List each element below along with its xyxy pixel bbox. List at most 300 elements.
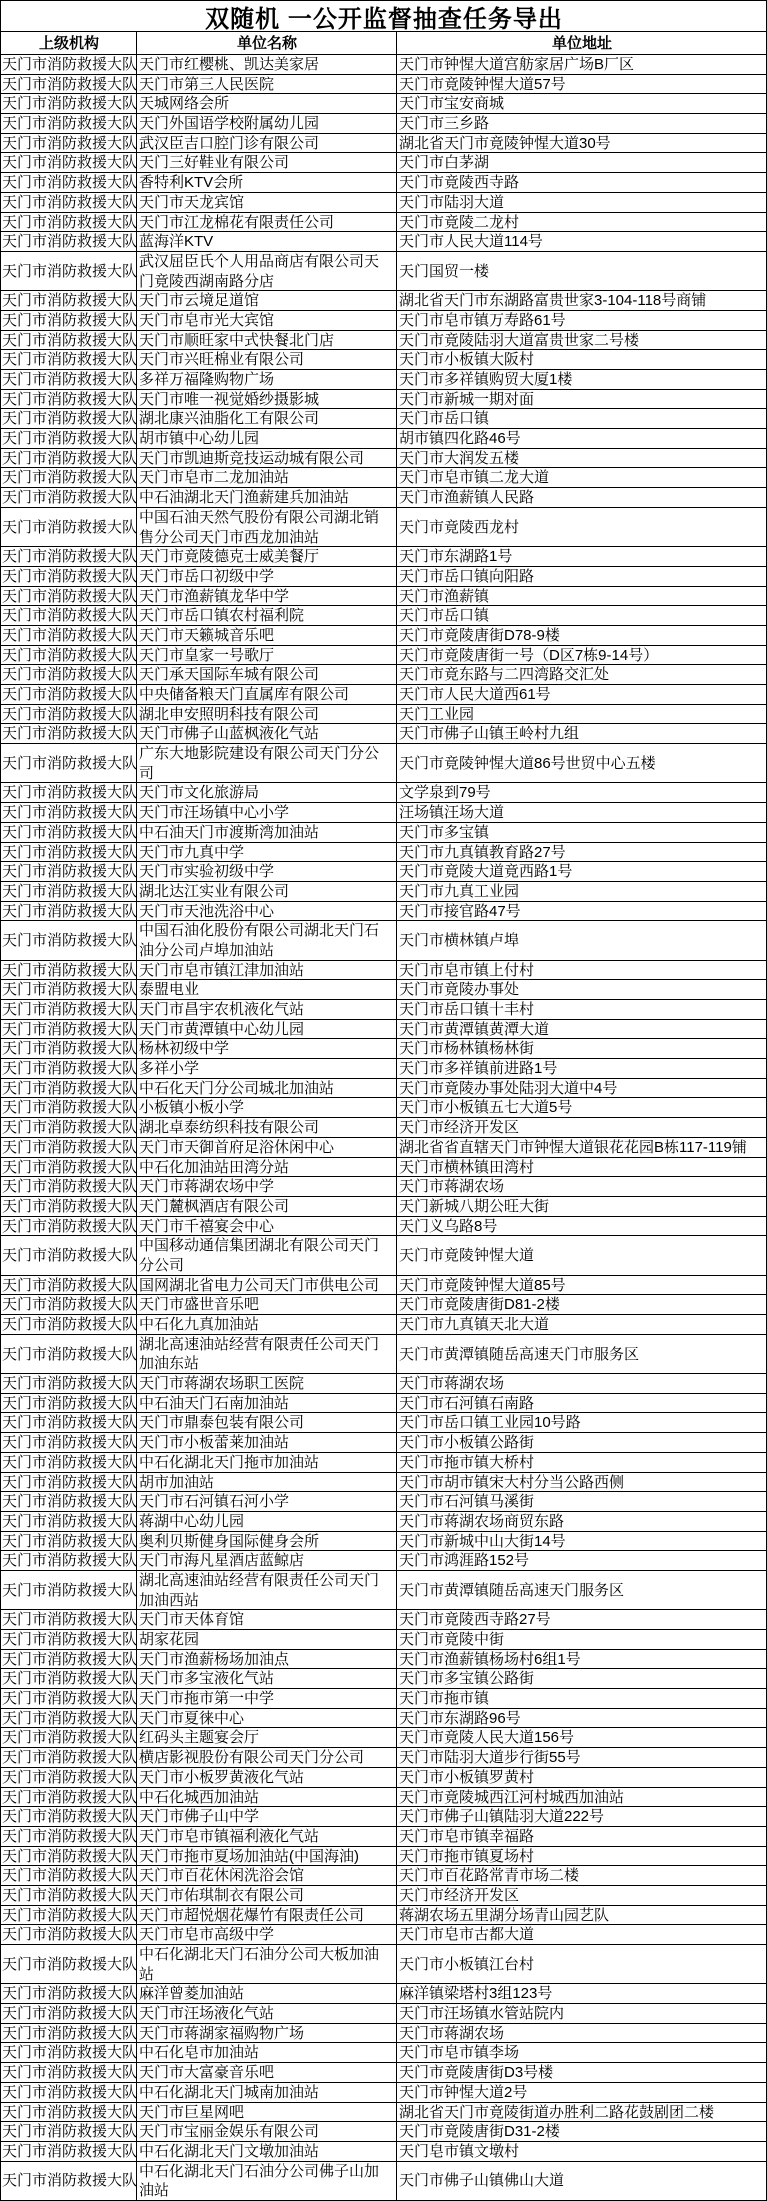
unit-address-cell [397,508,767,547]
org-text: 天门市消防救援大队 [2,1099,137,1117]
table-row [1,1039,767,1059]
unit-address-cell [397,1610,767,1630]
org-cell [1,1079,137,1099]
unit-name-cell [137,1551,397,1571]
table-row [1,1315,767,1335]
org-cell [1,685,137,705]
unit-address-cell [397,1059,767,1079]
table-row [1,1000,767,1020]
unit-address-text: 天门市白茅湖 [399,154,490,172]
unit-address-cell [397,252,767,291]
unit-name-cell [137,843,397,863]
unit-name-text: 杨林初级中学 [139,1040,230,1058]
unit-name-cell [137,724,397,744]
unit-address-text: 天门市竟陵唐街D78-9楼 [399,626,560,644]
org-cell [1,429,137,449]
unit-address-text: 天门市经济开发区 [399,1119,520,1137]
org-cell [1,1158,137,1178]
unit-address-cell [397,1571,767,1610]
table-row [1,1512,767,1532]
org-text: 天门市消防救援大队 [2,1276,137,1294]
table-row [1,1748,767,1768]
table-row [1,803,767,823]
unit-address-cell [397,55,767,75]
org-text: 天门市消防救援大队 [2,1709,137,1727]
org-text: 天门市消防救援大队 [2,1768,137,1786]
table-row [1,1945,767,1984]
org-text: 天门市消防救援大队 [2,1197,137,1215]
org-text: 天门市消防救援大队 [2,115,137,133]
unit-name-cell [137,55,397,75]
unit-name-cell [137,1059,397,1079]
unit-name-cell [137,153,397,173]
org-text: 天门市消防救援大队 [2,1581,137,1599]
org-text: 天门市消防救援大队 [2,311,137,329]
unit-address-text: 天门市渔薪镇 [399,587,490,605]
org-text: 天门市消防救援大队 [2,1178,137,1196]
unit-address-cell [397,705,767,725]
unit-address-cell [397,1039,767,1059]
unit-name-text: 天门外国语学校附属幼儿园 [139,115,320,133]
unit-name-text: 天门市皇家一号歌厅 [139,646,275,664]
unit-address-text: 天门市竟陵陆羽大道富贵世家二号楼 [399,331,640,349]
unit-name-cell [137,1197,397,1217]
unit-name-cell [137,350,397,370]
unit-name-text: 天门市皂市二龙加油站 [139,469,290,487]
table-row [1,350,767,370]
org-cell [1,882,137,902]
unit-address-text: 天门市竟陵城西江河村城西加油站 [399,1788,625,1806]
org-cell [1,1433,137,1453]
org-text: 天门市消防救援大队 [2,2103,137,2121]
unit-name-text: 湖北卓泰纺织科技有限公司 [139,1119,320,1137]
org-text: 天门市消防救援大队 [2,1040,137,1058]
org-text: 天门市消防救援大队 [2,351,137,369]
unit-name-text: 天门市岳口初级中学 [139,567,275,585]
org-cell [1,1197,137,1217]
org-cell [1,1827,137,1847]
unit-address-cell [397,1945,767,1984]
unit-address-cell [397,1984,767,2004]
unit-name-text: 中石化皂市加油站 [139,2044,260,2062]
unit-name-cell [137,1512,397,1532]
table-row [1,1138,767,1158]
org-text: 天门市消防救援大队 [2,902,137,920]
unit-address-text: 天门市渔薪镇人民路 [399,489,535,507]
unit-address-cell [397,1925,767,1945]
org-cell [1,75,137,95]
unit-name-cell [137,2162,397,2201]
unit-address-cell [397,1768,767,1788]
unit-address-cell [397,1079,767,1099]
unit-name-cell [137,2063,397,2083]
unit-name-cell [137,370,397,390]
table-header-row [1,32,767,55]
unit-address-text: 天门市九真镇天北大道 [399,1316,550,1333]
org-text: 天门市消防救援大队 [2,804,137,822]
org-text: 天门市消防救援大队 [2,1788,137,1806]
unit-name-cell [137,1138,397,1158]
unit-address-cell [397,2004,767,2024]
unit-name-cell [137,2004,397,2024]
table-row [1,1433,767,1453]
org-cell [1,961,137,981]
unit-address-cell [397,1394,767,1414]
unit-name-cell [137,1945,397,1984]
unit-address-text: 天门市拖市镇大桥村 [399,1453,535,1471]
unit-address-cell [397,488,767,508]
unit-address-text: 天门市陆羽大道 [399,193,505,211]
unit-address-text: 天门市竟陵唐街D3号楼 [399,2064,554,2082]
table-row [1,1197,767,1217]
unit-name-text: 天门市第三人民医院 [139,75,275,93]
org-text: 天门市消防救援大队 [2,390,137,408]
unit-address-cell [397,1532,767,1552]
unit-name-cell [137,2024,397,2044]
unit-name-text: 中央储备粮天门直属库有限公司 [139,686,350,703]
org-cell [1,94,137,114]
unit-address-text: 天门市接官路47号 [399,902,521,920]
org-cell [1,1394,137,1414]
table-row [1,429,767,449]
org-cell [1,153,137,173]
unit-name-cell [137,744,397,783]
org-text: 天门市消防救援大队 [2,754,137,772]
unit-address-text: 天门市杨林镇杨林街 [399,1040,535,1058]
table-row [1,488,767,508]
unit-address-text: 天门市皂市镇幸福路 [399,1827,535,1845]
unit-address-text: 天门市竟陵钟惺大道86号世贸中心五楼 [399,754,656,772]
org-text: 天门市消防救援大队 [2,469,137,487]
unit-name-text: 天门市宝丽金娱乐有限公司 [139,2123,320,2141]
unit-name-text: 天门市渔薪镇龙华中学 [139,587,290,605]
unit-name-text: 天门市佛子山中学 [139,1808,260,1826]
unit-name-text: 中石化湖北天门石油分公司大板加油站 [139,1946,380,1983]
unit-address-text: 天门市佛子山镇佛山大道 [399,2172,565,2190]
unit-name-text: 天门市盛世音乐吧 [139,1296,260,1314]
column-header-address [397,32,767,55]
unit-address-text: 天门市竟陵唐街D31-2楼 [399,2123,560,2141]
unit-name-text: 香特利KTV会所 [139,174,244,192]
unit-name-cell [137,567,397,587]
org-text: 天门市消防救援大队 [2,1217,137,1235]
unit-name-text: 天门市超悦烟花爆竹有限责任公司 [139,1906,365,1924]
org-cell [1,1551,137,1571]
unit-name-cell [137,1315,397,1335]
org-text: 天门市消防救援大队 [2,193,137,211]
unit-address-cell [397,1512,767,1532]
org-text: 天门市消防救援大队 [2,134,137,152]
table-row [1,291,767,311]
unit-name-text: 中石化湖北天门城南加油站 [139,2083,320,2101]
unit-address-text: 天门市人民大道114号 [399,233,543,251]
table-row [1,1059,767,1079]
org-text: 天门市消防救援大队 [2,518,137,536]
unit-address-cell [397,2063,767,2083]
table-row [1,783,767,803]
unit-address-text: 天门市岳口镇 [399,607,490,625]
unit-name-cell [137,1866,397,1886]
unit-name-text: 天门市竟陵德克士威美餐厅 [139,548,320,566]
org-cell [1,1768,137,1788]
table-row [1,1473,767,1493]
unit-name-cell [137,449,397,469]
table-row [1,232,767,252]
unit-address-cell [397,1335,767,1374]
unit-name-cell [137,1689,397,1709]
unit-name-cell [137,331,397,351]
unit-address-text: 天门市竟陵西龙村 [399,518,520,536]
table-row [1,2142,767,2162]
unit-name-text: 中石化加油站田湾分站 [139,1158,290,1176]
table-row [1,1335,767,1374]
unit-address-cell [397,1709,767,1729]
unit-name-text: 湖北高速油站经营有限责任公司天门加油西站 [139,1571,380,1609]
table-row [1,1886,767,1906]
unit-name-text: 天门市蒋湖农场职工医院 [139,1375,305,1393]
unit-address-text: 天门市横林镇田湾村 [399,1158,535,1176]
unit-address-text: 天门皂市镇文墩村 [399,2142,520,2160]
unit-address-cell [397,921,767,960]
table-row [1,2083,767,2103]
column-header-org [1,32,137,55]
unit-address-cell [397,291,767,311]
unit-address-text: 天门市横林镇卢埠 [399,932,520,950]
table-row [1,2103,767,2123]
org-text: 天门市消防救援大队 [2,2044,137,2062]
unit-name-cell [137,232,397,252]
org-text: 天门市消防救援大队 [2,1532,137,1550]
unit-name-cell [137,1000,397,1020]
unit-name-text: 天门市凯迪斯竞技运动城有限公司 [139,449,365,467]
unit-address-text: 天门市黄潭镇随岳高速天门市服务区 [399,1345,640,1363]
unit-address-cell [397,1847,767,1867]
unit-address-cell [397,823,767,843]
table-row [1,1984,767,2004]
org-cell [1,1984,137,2004]
table-row [1,1827,767,1847]
org-text: 天门市消防救援大队 [2,1316,137,1333]
org-cell [1,114,137,134]
table-row [1,114,767,134]
unit-name-text: 天门市文化旅游局 [139,784,260,802]
table-row [1,1571,767,1610]
unit-address-text: 天门市竟陵钟惺大道 [399,1247,535,1265]
unit-name-cell [137,803,397,823]
org-text: 天门市消防救援大队 [2,863,137,881]
org-cell [1,1374,137,1394]
table-row [1,1788,767,1808]
unit-address-cell [397,1551,767,1571]
table-row [1,1768,767,1788]
org-cell [1,2083,137,2103]
unit-name-text: 天门市岳口镇农村福利院 [139,607,305,625]
table-row [1,587,767,607]
org-cell [1,1748,137,1768]
unit-name-cell [137,114,397,134]
unit-name-cell [137,1473,397,1493]
unit-name-cell [137,1768,397,1788]
org-text: 天门市消防救援大队 [2,1611,137,1629]
unit-name-cell [137,547,397,567]
org-cell [1,1709,137,1729]
unit-address-text: 湖北省天门市东湖路富贵世家3-104-118号商铺 [399,292,707,310]
org-text: 天门市消防救援大队 [2,1453,137,1471]
table-row [1,1847,767,1867]
unit-name-text: 泰盟电业 [139,981,200,999]
unit-name-cell [137,75,397,95]
unit-address-cell [397,1650,767,1670]
unit-name-cell [137,823,397,843]
unit-address-text: 天门市东湖路1号 [399,548,513,566]
unit-name-text: 中石化天门分公司城北加油站 [139,1079,335,1097]
unit-name-cell [137,606,397,626]
unit-name-text: 中石油天门市渡斯湾加油站 [139,823,320,841]
unit-name-cell [137,1925,397,1945]
unit-address-text: 天门市黄潭镇黄潭大道 [399,1020,550,1038]
unit-address-cell [397,862,767,882]
org-text: 天门市消防救援大队 [2,1414,137,1432]
table-row [1,961,767,981]
unit-address-text: 天门市三乡路 [399,115,490,133]
column-header-name-label: 单位名称 [236,34,297,52]
org-text: 天门市消防救援大队 [2,981,137,999]
org-cell [1,705,137,725]
unit-name-text: 天门市红樱桃、凯达美家居 [139,56,320,73]
org-text: 天门市消防救援大队 [2,1808,137,1826]
org-text: 天门市消防救援大队 [2,1955,137,1973]
unit-address-text: 天门市竟陵钟惺大道85号 [399,1276,566,1294]
unit-name-text: 天门市天体育馆 [139,1611,245,1629]
unit-address-text: 天门市拖市镇 [399,1690,490,1708]
unit-name-cell [137,1236,397,1275]
unit-name-cell [137,961,397,981]
unit-address-cell [397,173,767,193]
unit-address-cell [397,1000,767,1020]
org-text: 天门市消防救援大队 [2,1867,137,1885]
org-cell [1,331,137,351]
unit-name-text: 蓝海洋KTV [139,233,214,251]
org-cell [1,1335,137,1374]
org-text: 天门市消防救援大队 [2,489,137,507]
unit-address-text: 天门市竟东路与二四湾路交汇处 [399,666,610,684]
org-text: 天门市消防救援大队 [2,646,137,664]
table-row [1,390,767,410]
unit-name-text: 天门市拖市第一中学 [139,1690,275,1708]
unit-name-text: 天门市皂市镇福利液化气站 [139,1827,320,1845]
unit-name-text: 天门市多宝液化气站 [139,1670,275,1688]
org-cell [1,488,137,508]
table-row [1,862,767,882]
org-cell [1,1473,137,1493]
table-body [1,55,767,2201]
unit-address-text: 天门市多祥镇购贸大厦1楼 [399,371,573,388]
unit-name-text: 中石化湖北天门文墩加油站 [139,2142,320,2160]
table-row [1,1906,767,1926]
unit-address-cell [397,2103,767,2123]
unit-address-cell [397,75,767,95]
unit-name-cell [137,1827,397,1847]
org-text: 天门市消防救援大队 [2,1060,137,1078]
unit-name-text: 武汉臣吉口腔门诊有限公司 [139,134,320,152]
unit-name-cell [137,1020,397,1040]
org-text: 天门市消防救援大队 [2,1847,137,1865]
unit-name-text: 湖北高速油站经营有限责任公司天门加油东站 [139,1335,380,1373]
unit-address-cell [397,1906,767,1926]
org-cell [1,2142,137,2162]
unit-address-cell [397,1236,767,1275]
org-cell [1,587,137,607]
table-row [1,1177,767,1197]
unit-name-cell [137,213,397,233]
org-cell [1,1807,137,1827]
unit-address-cell [397,213,767,233]
unit-name-text: 天门三好鞋业有限公司 [139,154,290,172]
unit-name-text: 天门市佑琪制衣有限公司 [139,1886,305,1904]
unit-address-text: 麻洋镇梁塔村3组123号 [399,1985,553,2003]
unit-address-text: 天门市蒋湖农场 [399,2024,505,2042]
unit-name-text: 天门市佛子山蓝枫液化气站 [139,725,320,743]
unit-name-cell [137,193,397,213]
org-text: 天门市消防救援大队 [2,1886,137,1904]
table-row [1,1807,767,1827]
unit-address-text: 天门市大润发五楼 [399,449,520,467]
unit-name-text: 天门市九真中学 [139,843,245,861]
table-row [1,823,767,843]
table-row [1,1669,767,1689]
unit-address-text: 天门市岳口镇 [399,410,490,428]
unit-address-text: 天门市蒋湖农场 [399,1178,505,1196]
org-cell [1,1138,137,1158]
unit-address-cell [397,665,767,685]
org-cell [1,1453,137,1473]
table-row [1,646,767,666]
unit-name-cell [137,1295,397,1315]
unit-address-text: 天门市竟陵钟惺大道57号 [399,75,566,93]
org-text: 天门市消防救援大队 [2,1906,137,1924]
table-row [1,902,767,922]
unit-address-cell [397,1374,767,1394]
org-cell [1,1866,137,1886]
unit-address-cell [397,449,767,469]
org-cell [1,665,137,685]
org-text: 天门市消防救援大队 [2,843,137,861]
unit-address-text: 天门市渔薪镇杨场村6组1号 [399,1650,581,1668]
unit-address-text: 文学泉到79号 [399,784,491,802]
table-row [1,2162,767,2201]
org-cell [1,1571,137,1610]
org-cell [1,1118,137,1138]
unit-name-text: 天门市石河镇石河小学 [139,1493,290,1511]
org-cell [1,606,137,626]
unit-name-text: 中石化湖北天门拖市加油站 [139,1453,320,1471]
unit-address-text: 湖北省天门市竟陵街道办胜利二路花鼓剧团二楼 [399,2103,715,2121]
org-cell [1,1039,137,1059]
unit-name-text: 红码头主题宴会厅 [139,1729,260,1747]
unit-address-text: 天门市竟陵办事处陆羽大道中4号 [399,1079,618,1097]
org-text: 天门市消防救援大队 [2,686,137,703]
org-text: 天门市消防救援大队 [2,1138,137,1156]
unit-address-cell [397,1098,767,1118]
table-row [1,2043,767,2063]
table-row [1,1413,767,1433]
unit-name-text: 奥利贝斯健身国际健身会所 [139,1532,320,1550]
org-cell [1,980,137,1000]
unit-name-cell [137,1610,397,1630]
unit-name-cell [137,902,397,922]
unit-address-text: 天门市经济开发区 [399,1886,520,1904]
unit-address-text: 天门市汪场镇水管站院内 [399,2005,565,2023]
